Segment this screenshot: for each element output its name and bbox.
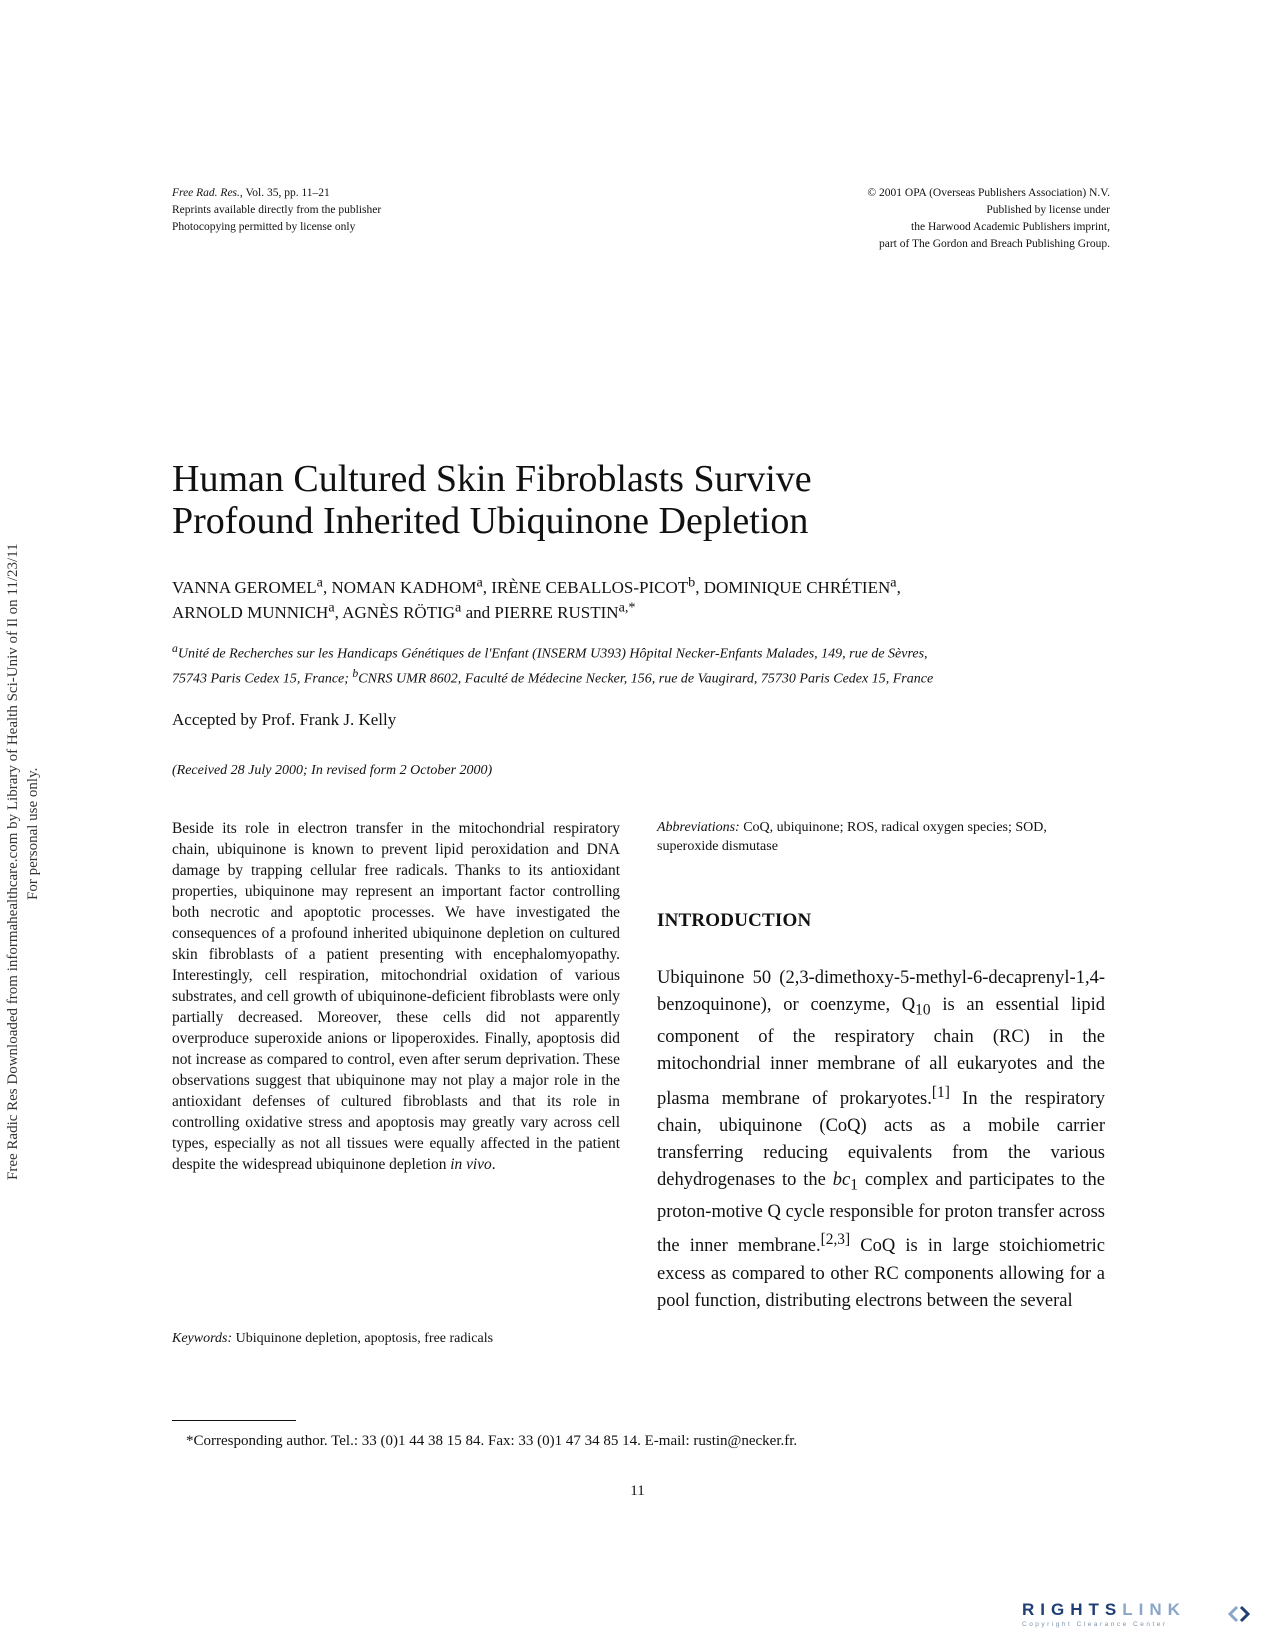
affiliation-a: Unité de Recherches sur les Handicaps Génétiques de l'Enfant (INSERM U393) Hôpital Necker-Enfants Malades, 149, rue de Sèvres, bbox=[177, 646, 928, 662]
keywords-label: Keywords: bbox=[172, 1331, 233, 1346]
watermark-line-1: Free Radic Res Downloaded from informahealthcare.com by Library of Health Sci-Univ of Il on 11/23/11 bbox=[5, 543, 21, 1180]
affiliation-b: CNRS UMR 8602, Faculté de Médecine Necker, 156, rue de Vaugirard, 75730 Paris Cedex 15, France bbox=[358, 671, 934, 687]
copyright-header-right bbox=[690, 185, 1110, 253]
rightslink-word-light: LINK bbox=[1122, 1600, 1186, 1619]
download-watermark bbox=[0, 0, 60, 1651]
author: PIERRE $RUSTIN^{a,*}$ bbox=[494, 599, 636, 623]
author: NOMAN KADHOM$^a$, bbox=[331, 574, 492, 597]
corresponding-author-footnote: *Corresponding author. Tel.: 33 (0)1 44 38 15 84. Fax: 33 (0)1 47 34 85 14. E-mail: rustin@necker.fr. bbox=[186, 1433, 798, 1449]
photocopy-note: Photocopying permitted by license only bbox=[172, 221, 356, 233]
abbreviations-text: CoQ, ubiquinone; ROS, radical oxygen species; SOD, superoxide dismutase bbox=[657, 820, 1047, 854]
title-line-2: Profound Inherited Ubiquinone Depletion bbox=[172, 500, 809, 542]
abstract: Beside its role in electron transfer in the mitochondrial respiratory chain, ubiquinone is known to prevent lipid peroxidation and DNA damage by trapping cellular free radicals. Thanks to its antioxidant properties, ubiquinone may represent an important factor controlling both necrotic and apoptotic processes. We have investigated the consequences of a profound inherited ubiquinone depletion on cultured skin fibroblasts of a patient presenting with encephalomyopathy. Interestingly, cell respiration, mitochondrial oxidation of various substrates, and cell growth of ubiquinone-deficient fibroblasts were only partially decreased. Moreover, these cells did not apparently overproduce superoxide anions or lipoperoxides. Finally, apoptosis did not increase as compared to control, even after serum deprivation. These observations suggest that ubiquinone may not play a major role in the antioxidant defenses of cultured fibroblasts and that its role in controlling oxidative stress and apoptosis may greatly vary across cell types, especially as not all tissues were equally affected in the patient despite the widespread ubiquinone depletion in vivo. bbox=[172, 820, 620, 1173]
affiliations: $^a$Unité de Recherches sur les Handicaps Génétiques de l'Enfant (INSERM U393) Hôpital Necker-Enfants Malades, 149, rue de Sèvres, 75743 Paris Cedex 15, France; $^b$CNRS UMR 8602, Faculté de Médecine Necker, 156, rue de Vaugirard, 75730 Paris Cedex 15, France bbox=[172, 642, 934, 687]
watermark-line-2: For personal use only. bbox=[25, 767, 41, 900]
title-line-1: Human Cultured Skin Fibroblasts Survive bbox=[172, 458, 812, 500]
rightslink-arrows-icon bbox=[1228, 1603, 1250, 1625]
citation-2-3: [2,3] bbox=[820, 1231, 851, 1249]
abbreviations bbox=[657, 818, 1105, 856]
author: ARNOLD MUNNICH$^a$, bbox=[172, 599, 343, 623]
journal-volume: , Vol. 35, pp. 11–21 bbox=[239, 187, 330, 199]
received-dates: (Received 28 July 2000; In revised form 2 October 2000) bbox=[172, 763, 493, 778]
rightslink-word-dark: RIGHTS bbox=[1022, 1600, 1123, 1619]
rightslink-logo bbox=[1022, 1600, 1252, 1640]
article-title bbox=[172, 458, 1072, 542]
introduction-heading: INTRODUCTION bbox=[657, 910, 812, 931]
keywords bbox=[172, 1331, 620, 1347]
page-number: 11 bbox=[630, 1483, 645, 1499]
copyright-line: © 2001 OPA (Overseas Publishers Association) N.V. bbox=[867, 187, 1110, 199]
citation-1: [1] bbox=[931, 1083, 950, 1101]
footnote-rule bbox=[172, 1420, 296, 1421]
accepted-by: Accepted by Prof. Frank J. Kelly bbox=[172, 710, 397, 729]
author: VANNA GEROMEL$^a$, bbox=[172, 574, 332, 597]
journal-header-left bbox=[172, 185, 592, 236]
group-line: part of The Gordon and Breach Publishing Group. bbox=[878, 238, 1110, 250]
reprints-note: Reprints available directly from the publisher bbox=[172, 204, 382, 216]
abstract-text: Beside its role in electron transfer in the mitochondrial respiratory chain, ubiquinone is known to prevent lipid peroxidation and DNA damage by trapping cellular free radicals. Thanks to its antioxidant properties, ubiquinone may represent an important factor controlling both necrotic and apoptotic processes. We have investigated the consequences of a profound inherited ubiquinone depletion on cultured skin fibroblasts of a patient presenting with encephalomyopathy. Interestingly, cell respiration, mitochondrial oxidation of various substrates, and cell growth of ubiquinone-deficient fibroblasts were only partially decreased. Moreover, these cells did not apparently overproduce superoxide anions or lipoperoxides. Finally, apoptosis did not increase as compared to control, even after serum deprivation. These observations suggest that ubiquinone may not play a major role in the antioxidant defenses of cultured fibroblasts and that its role in controlling oxidative stress and apoptosis may greatly vary across cell types, especially as not all tissues were equally affected in the patient despite the widespread ubiquinone depletion bbox=[172, 820, 620, 1173]
author-list bbox=[172, 572, 1092, 623]
imprint-line: the Harwood Academic Publishers imprint, bbox=[911, 221, 1110, 233]
author: AGNÈS RÖTIG$^a$ and bbox=[342, 599, 495, 623]
keywords-text: Ubiquinone depletion, apoptosis, free radicals bbox=[232, 1331, 494, 1346]
journal-name: Free Rad. Res. bbox=[172, 187, 240, 199]
author: IRÈNE CEBALLOS-PICOT$^b$, bbox=[491, 574, 704, 597]
author: DOMINIQUE CHRÉTIEN$^a$, bbox=[703, 574, 901, 597]
abbreviations-label: Abbreviations: bbox=[657, 820, 740, 835]
license-line: Published by license under bbox=[986, 204, 1110, 216]
introduction-paragraph: Ubiquinone 50 (2,3-dimethoxy-5-methyl-6-decaprenyl-1,4-benzoquinone), or coenzyme, $Q_{10}$ is an essential lipid component of the respiratory chain (RC) in the mitochondrial inner membrane of all eukaryotes and the plasma membrane of prokaryotes.[1] In the respiratory chain, ubiquinone (CoQ) acts as a mobile carrier transferring reducing equivalents from the various dehydrogenases to the $bc_1$ complex and participates to the proton-motive Q cycle responsible for proton transfer across the inner membrane.[2,3] CoQ is in large stoichiometric excess as compared to other RC components allowing for a pool function, distributing electrons between the several bbox=[657, 968, 1106, 1311]
rightslink-subtitle: Copyright Clearance Center bbox=[1022, 1621, 1168, 1628]
